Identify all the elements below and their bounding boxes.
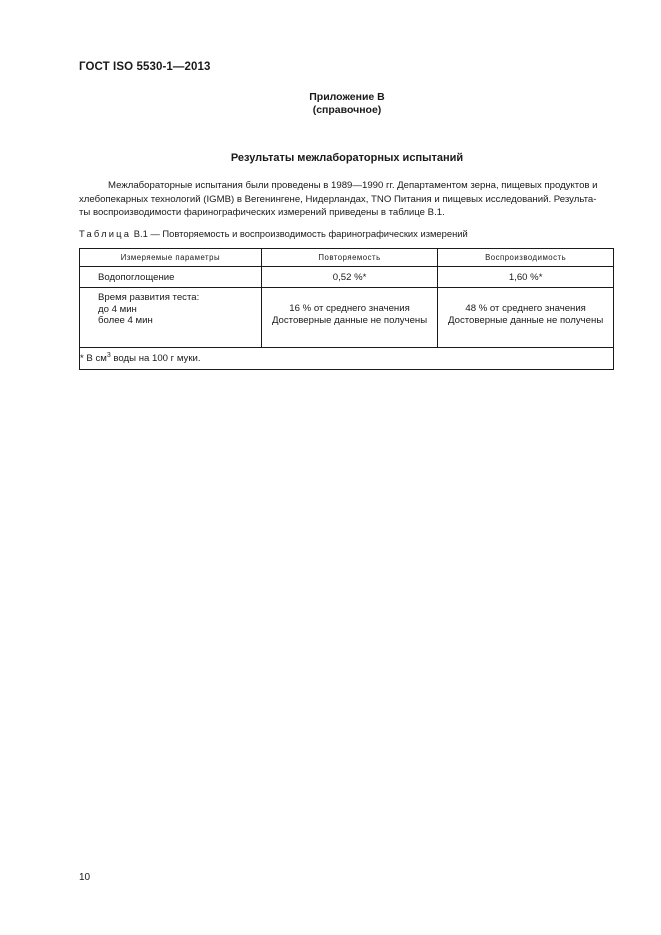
appendix-heading <box>0 91 661 117</box>
table-caption <box>79 228 468 239</box>
table-header-row <box>80 249 614 267</box>
value-line: Достоверные данные не получены <box>271 315 428 326</box>
header-repeatability: Повторяемость <box>261 249 437 267</box>
parameter-line: Время развития теста: <box>98 292 200 303</box>
reproducibility-cell: 1,60 %* <box>438 267 614 288</box>
value-line: Достоверные данные не получены <box>448 315 604 326</box>
table-caption-text: В.1 — Повторяемость и воспроизводимость фаринографических измерений <box>133 228 468 239</box>
repeatability-cell <box>261 288 437 348</box>
table-row <box>80 288 614 348</box>
section-title: Результаты межлабораторных испытаний <box>230 152 464 164</box>
body-paragraph <box>79 179 615 220</box>
parameter-line: более 4 мин <box>98 315 153 326</box>
footnote-superscript: 3 <box>106 351 111 359</box>
table-row <box>80 267 614 288</box>
footnote-prefix: * В см <box>80 353 107 364</box>
footnote-suffix: воды на 100 г муки. <box>110 353 201 364</box>
paragraph-line: Межлабораторные испытания были проведены в 1989—1990 гг. Департаментом зерна, пищевых продуктов и <box>108 180 598 191</box>
paragraph-line: ты воспроизводимости фаринографических измерений приведены в таблице В.1. <box>79 207 445 218</box>
parameter-cell: Водопоглощение <box>80 267 262 288</box>
reproducibility-cell <box>438 288 614 348</box>
table-caption-label: Таблица <box>79 228 132 239</box>
appendix-subtitle: (справочное) <box>312 104 382 116</box>
page-number: 10 <box>79 872 91 883</box>
paragraph-line: хлебопекарных технологий (IGMB) в Вегенингене, Нидерландах, TNO Питания и пищевых исследований. Результа- <box>79 193 597 205</box>
value-line: 48 % от среднего значения <box>465 303 586 314</box>
appendix-title: Приложение В <box>309 91 385 103</box>
repeatability-cell: 0,52 %* <box>261 267 437 288</box>
standard-code: ГОСТ ISO 5530-1—2013 <box>79 61 211 73</box>
header-reproducibility: Воспроизводимость <box>438 249 614 267</box>
parameter-cell <box>80 288 262 348</box>
header-parameters: Измеряемые параметры <box>80 249 262 267</box>
table-footnote-row <box>80 348 614 370</box>
value-line: 16 % от среднего значения <box>289 303 410 314</box>
parameter-line: до 4 мин <box>98 303 137 315</box>
table-footnote <box>80 348 614 370</box>
results-table <box>79 248 614 370</box>
